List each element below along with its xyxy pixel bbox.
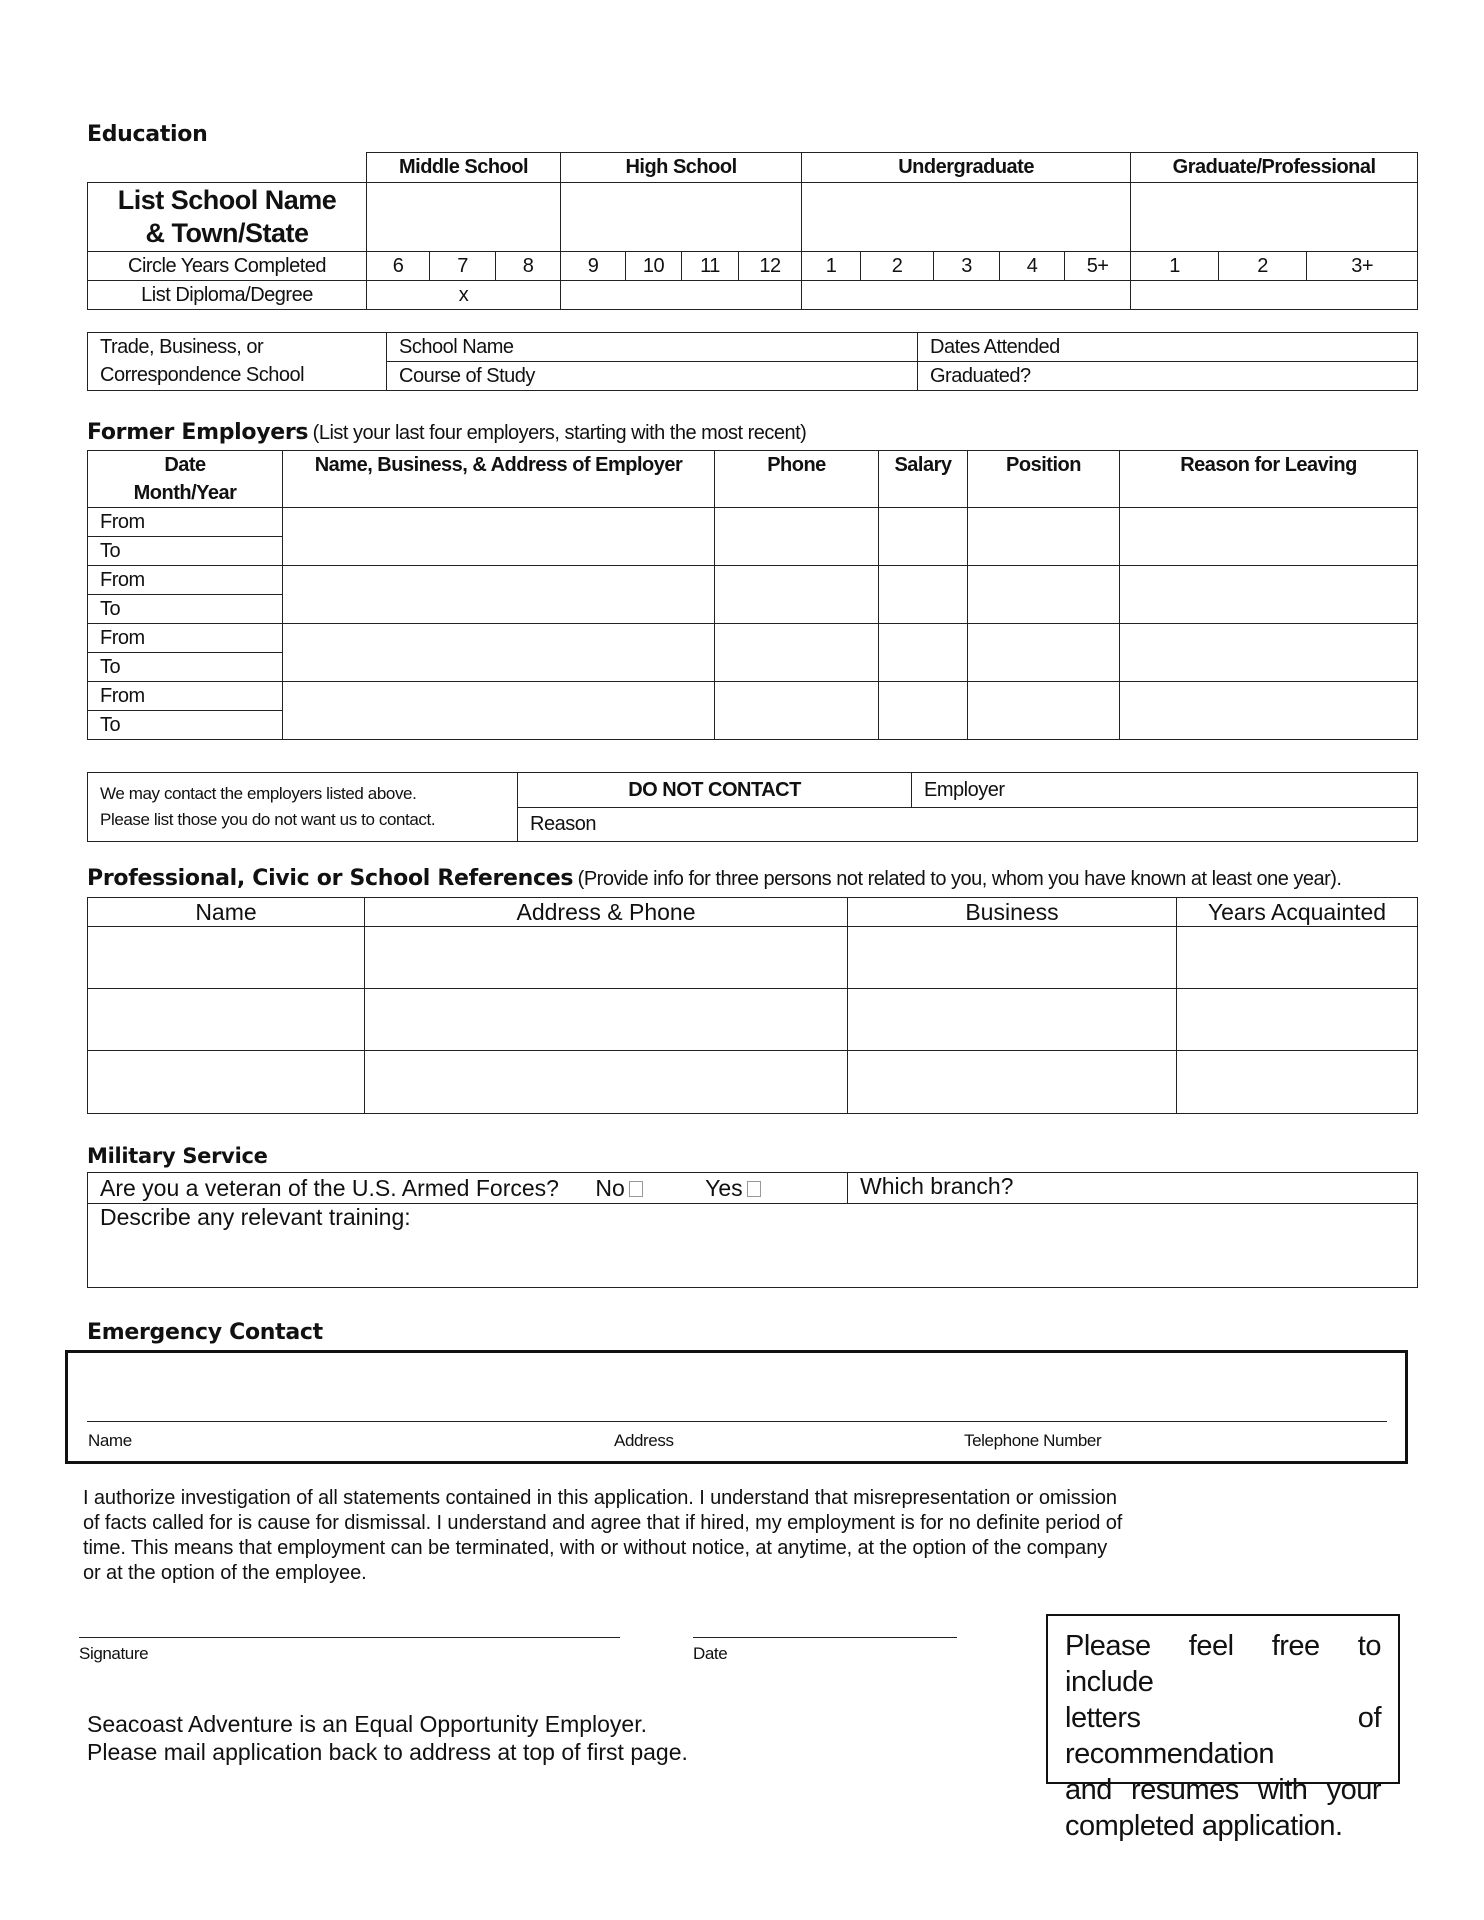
signature-line[interactable]	[79, 1637, 620, 1638]
year-option[interactable]: 1	[802, 252, 861, 281]
date-line[interactable]	[693, 1637, 957, 1638]
do-not-contact-table	[87, 772, 1418, 842]
year-option[interactable]: 4	[1000, 252, 1065, 281]
employer-reason-field[interactable]	[1120, 624, 1418, 682]
year-option[interactable]: 3+	[1307, 252, 1418, 281]
year-option[interactable]: 10	[626, 252, 682, 281]
high-school-name-field[interactable]	[561, 183, 802, 252]
header-high-school: High School	[561, 153, 802, 183]
year-option[interactable]: 5+	[1065, 252, 1131, 281]
year-option[interactable]: 1	[1131, 252, 1219, 281]
diploma-label: List Diploma/Degree	[88, 281, 367, 310]
references-subtitle: (Provide info for three persons not related to you, whom you have known at least one year).	[577, 868, 1342, 890]
employer-reason-field[interactable]	[1120, 566, 1418, 624]
employer-name-field[interactable]	[283, 566, 715, 624]
from-field[interactable]: From	[88, 508, 283, 537]
year-option[interactable]: 7	[430, 252, 496, 281]
auth-line: time. This means that employment can be terminated, with or without notice, at anytime, at the option of the company	[83, 1537, 1108, 1559]
references-table	[87, 897, 1418, 1114]
ref-name-field[interactable]	[88, 1051, 365, 1114]
veteran-no-checkbox[interactable]	[629, 1181, 643, 1197]
date-label: Date	[693, 1644, 728, 1663]
ref-years-header: Years Acquainted	[1177, 898, 1418, 927]
note-line: letters of recommendation	[1065, 1702, 1381, 1770]
do-not-contact-employer-field[interactable]: Employer	[912, 773, 1418, 808]
references-title: Professional, Civic or School References	[87, 866, 574, 891]
employer-name-header: Name, Business, & Address of Employer	[283, 451, 715, 508]
school-name-label-line1: List School Name	[117, 185, 337, 215]
school-name-label	[88, 183, 367, 252]
phone-header: Phone	[715, 451, 879, 508]
signature-label: Signature	[79, 1644, 149, 1663]
auth-line: or at the option of the employee.	[83, 1562, 367, 1584]
emergency-address-label: Address	[614, 1431, 674, 1450]
military-table	[87, 1172, 1418, 1288]
training-field[interactable]: Describe any relevant training:	[88, 1204, 1418, 1288]
trade-course-field[interactable]: Course of Study	[387, 362, 918, 391]
grad-school-name-field[interactable]	[1131, 183, 1418, 252]
employer-salary-field[interactable]	[879, 682, 968, 740]
header-middle-school: Middle School	[367, 153, 561, 183]
ref-address-field[interactable]	[365, 1051, 848, 1114]
education-blank-corner	[88, 153, 367, 183]
grad-diploma-field[interactable]	[1131, 281, 1418, 310]
education-table	[87, 152, 1418, 310]
employers-heading	[87, 420, 806, 445]
note-line: and resumes with your	[1065, 1774, 1381, 1806]
from-field[interactable]: From	[88, 566, 283, 595]
employers-table	[87, 450, 1418, 740]
employer-phone-field[interactable]	[715, 624, 879, 682]
emergency-phone-label: Telephone Number	[964, 1431, 1102, 1450]
trade-dates-field[interactable]: Dates Attended	[918, 333, 1418, 362]
school-name-label-line2: & Town/State	[145, 218, 309, 248]
high-school-diploma-field[interactable]	[561, 281, 802, 310]
education-title: Education	[87, 122, 208, 147]
middle-school-name-field[interactable]	[367, 183, 561, 252]
ref-name-header: Name	[88, 898, 365, 927]
ref-address-header: Address & Phone	[365, 898, 848, 927]
ref-name-field[interactable]	[88, 989, 365, 1051]
middle-school-diploma-field[interactable]: x	[367, 281, 561, 310]
employer-reason-field[interactable]	[1120, 682, 1418, 740]
do-not-contact-reason-field[interactable]: Reason	[518, 808, 1418, 842]
auth-line: of facts called for is cause for dismissal. I understand and agree that if hired, my employment is for no definite period of	[83, 1512, 1123, 1534]
auth-line: I authorize investigation of all statements contained in this application. I understand that misrepresentation or omission	[83, 1487, 1117, 1509]
year-option[interactable]: 12	[739, 252, 802, 281]
years-label: Circle Years Completed	[88, 252, 367, 281]
date-header-line2: Month/Year	[133, 482, 237, 504]
do-not-contact-label: DO NOT CONTACT	[518, 773, 912, 808]
date-header	[88, 451, 283, 508]
emergency-contact-box[interactable]	[65, 1350, 1408, 1464]
undergrad-school-name-field[interactable]	[802, 183, 1131, 252]
trade-label-line2: Correspondence School	[88, 362, 387, 391]
employers-title: Former Employers	[87, 420, 309, 445]
employer-name-field[interactable]	[283, 508, 715, 566]
employer-salary-field[interactable]	[879, 508, 968, 566]
year-option[interactable]: 9	[561, 252, 626, 281]
year-option[interactable]: 8	[496, 252, 561, 281]
salary-header: Salary	[879, 451, 968, 508]
ref-business-header: Business	[848, 898, 1177, 927]
veteran-no-label: No	[595, 1174, 625, 1201]
employer-position-field[interactable]	[968, 566, 1120, 624]
footer-line1: Seacoast Adventure is an Equal Opportunity Employer.	[87, 1711, 647, 1737]
year-option[interactable]: 2	[861, 252, 934, 281]
reason-header: Reason for Leaving	[1120, 451, 1418, 508]
undergrad-diploma-field[interactable]	[802, 281, 1131, 310]
header-undergraduate: Undergraduate	[802, 153, 1131, 183]
from-field[interactable]: From	[88, 624, 283, 653]
recommendation-note-box	[1046, 1614, 1400, 1842]
ref-address-field[interactable]	[365, 927, 848, 989]
employers-subtitle: (List your last four employers, starting with the most recent)	[312, 422, 807, 444]
employer-salary-field[interactable]	[879, 624, 968, 682]
to-field[interactable]: To	[88, 653, 283, 682]
veteran-question: Are you a veteran of the U.S. Armed Forces?	[100, 1174, 559, 1201]
branch-field[interactable]: Which branch?	[848, 1173, 1418, 1204]
year-option[interactable]: 6	[367, 252, 430, 281]
veteran-yes-checkbox[interactable]	[747, 1181, 761, 1197]
veteran-question-row	[88, 1173, 848, 1204]
references-heading	[87, 866, 1342, 891]
employer-position-field[interactable]	[968, 508, 1120, 566]
header-graduate: Graduate/Professional	[1131, 153, 1418, 183]
year-option[interactable]: 11	[682, 252, 739, 281]
trade-label-line1: Trade, Business, or	[88, 333, 387, 362]
contact-note-line2: Please list those you do not want us to contact.	[100, 810, 436, 829]
to-field[interactable]: To	[88, 595, 283, 624]
trade-school-table	[87, 332, 1418, 391]
from-field[interactable]: From	[88, 682, 283, 711]
ref-business-field[interactable]	[848, 1051, 1177, 1114]
emergency-title: Emergency Contact	[87, 1320, 323, 1345]
emergency-line	[87, 1421, 1387, 1422]
to-field[interactable]: To	[88, 711, 283, 740]
employer-name-field[interactable]	[283, 682, 715, 740]
ref-name-field[interactable]	[88, 927, 365, 989]
year-option[interactable]: 2	[1219, 252, 1307, 281]
ref-years-field[interactable]	[1177, 1051, 1418, 1114]
ref-business-field[interactable]	[848, 989, 1177, 1051]
military-title: Military Service	[87, 1144, 268, 1168]
footer-line2: Please mail application back to address at top of first page.	[87, 1739, 688, 1765]
position-header: Position	[968, 451, 1120, 508]
ref-years-field[interactable]	[1177, 989, 1418, 1051]
employer-position-field[interactable]	[968, 682, 1120, 740]
contact-note-line1: We may contact the employers listed above.	[100, 784, 417, 803]
to-field[interactable]: To	[88, 537, 283, 566]
emergency-name-label: Name	[88, 1431, 132, 1450]
ref-address-field[interactable]	[365, 989, 848, 1051]
employer-phone-field[interactable]	[715, 566, 879, 624]
year-option[interactable]: 3	[934, 252, 1000, 281]
ref-years-field[interactable]	[1177, 927, 1418, 989]
trade-school-name-field[interactable]: School Name	[387, 333, 918, 362]
footer-text	[87, 1710, 688, 1766]
veteran-yes-label: Yes	[705, 1174, 743, 1201]
contact-note	[88, 773, 518, 842]
date-header-line1: Date	[164, 454, 206, 476]
ref-business-field[interactable]	[848, 927, 1177, 989]
trade-graduated-field[interactable]: Graduated?	[918, 362, 1418, 391]
employer-reason-field[interactable]	[1120, 508, 1418, 566]
employer-salary-field[interactable]	[879, 566, 968, 624]
authorization-text	[83, 1486, 1122, 1586]
note-line: completed application.	[1065, 1810, 1343, 1842]
employer-phone-field[interactable]	[715, 682, 879, 740]
note-line: Please feel free to include	[1065, 1630, 1381, 1698]
employer-phone-field[interactable]	[715, 508, 879, 566]
employer-name-field[interactable]	[283, 624, 715, 682]
employer-position-field[interactable]	[968, 624, 1120, 682]
